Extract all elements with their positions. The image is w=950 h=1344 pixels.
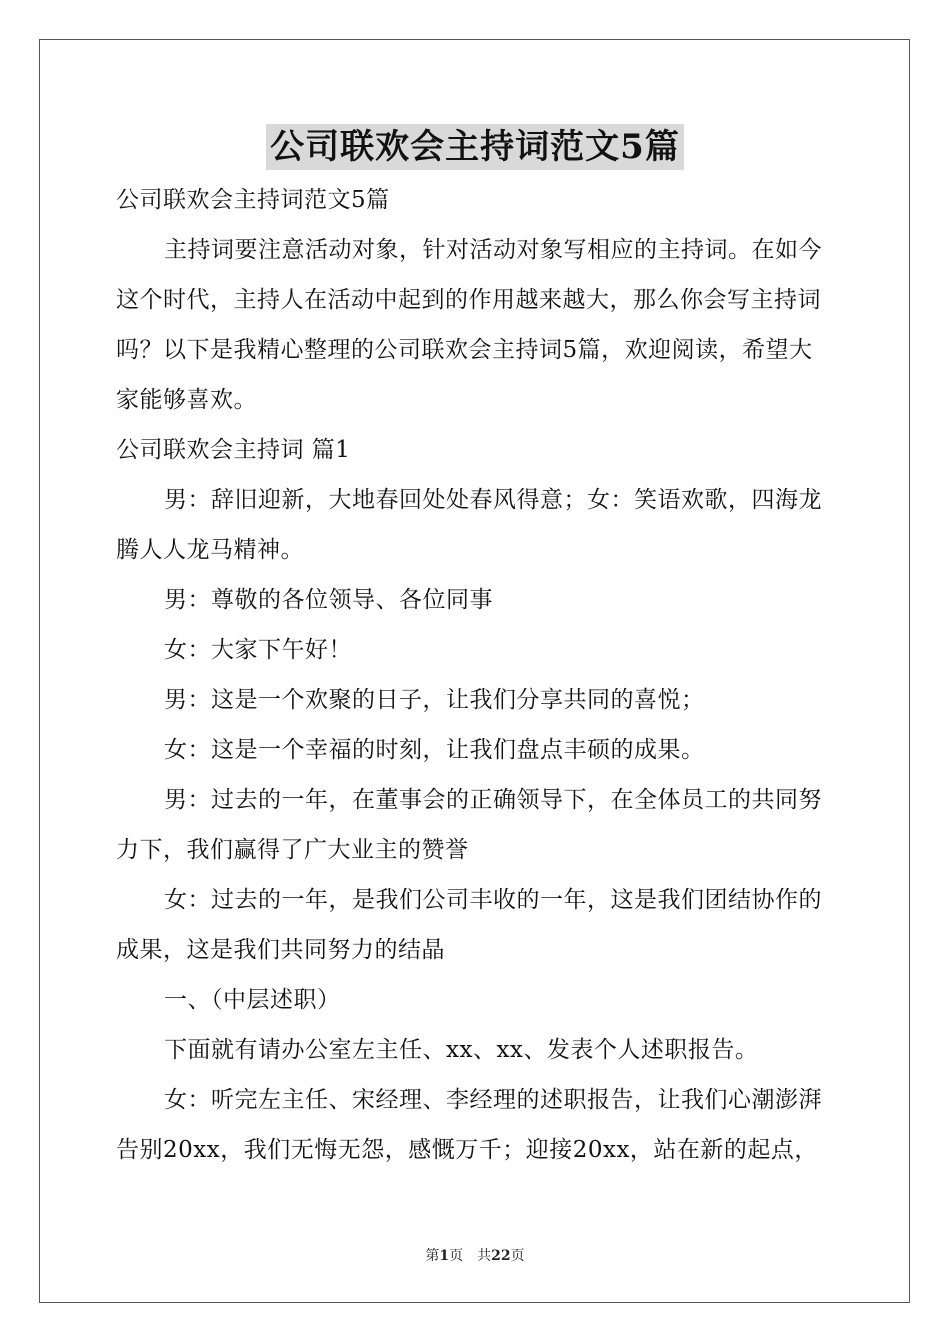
- footer-total-pages: 22: [491, 1248, 511, 1264]
- title-container: [0, 124, 950, 170]
- footer-prefix: 第: [425, 1248, 440, 1264]
- body-line: 这个时代，主持人在活动中起到的作用越来越大，那么你会写主持词: [116, 287, 821, 313]
- body-line: 告别20xx，我们无悔无怨，感慨万千；迎接20xx，站在新的起点，: [116, 1137, 818, 1163]
- footer-suffix: 页: [510, 1248, 525, 1264]
- document-title: 公司联欢会主持词范文5篇: [266, 124, 684, 170]
- body-line: 吗？以下是我精心整理的公司联欢会主持词5篇，欢迎阅读，希望大: [116, 337, 813, 363]
- body-line: 女：听完左主任、宋经理、李经理的述职报告，让我们心潮澎湃: [164, 1087, 822, 1113]
- body-line: 女：过去的一年，是我们公司丰收的一年，这是我们团结协作的: [164, 887, 822, 913]
- body-line: 女：这是一个幸福的时刻，让我们盘点丰硕的成果。: [164, 737, 705, 763]
- body-line: 男：这是一个欢聚的日子，让我们分享共同的喜悦；: [164, 687, 705, 713]
- body-line: 男：过去的一年，在董事会的正确领导下，在全体员工的共同努: [164, 787, 822, 813]
- body-line: 腾人人龙马精神。: [116, 537, 304, 563]
- page-footer: [0, 1246, 950, 1266]
- body-line: 男：尊敬的各位领导、各位同事: [164, 587, 493, 613]
- body-line: 下面就有请办公室左主任、xx、xx、发表个人述职报告。: [164, 1037, 759, 1063]
- body-line: 一、（中层述职）: [164, 987, 341, 1013]
- footer-current-page: 1: [439, 1248, 450, 1264]
- body-line: 力下，我们赢得了广大业主的赞誉: [116, 837, 469, 863]
- footer-mid: 页 共: [449, 1248, 492, 1264]
- body-line: 成果，这是我们共同努力的结晶: [116, 937, 445, 963]
- body-line: 家能够喜欢。: [116, 387, 257, 413]
- body-line: 男：辞旧迎新，大地春回处处春风得意；女：笑语欢歌，四海龙: [164, 487, 822, 513]
- body-line: 主持词要注意活动对象，针对活动对象写相应的主持词。在如今: [164, 237, 822, 263]
- body-line: 公司联欢会主持词范文5篇: [116, 187, 390, 213]
- document-body: [116, 175, 836, 1175]
- body-line: 公司联欢会主持词 篇1: [116, 437, 351, 463]
- body-line: 女：大家下午好！: [164, 637, 352, 663]
